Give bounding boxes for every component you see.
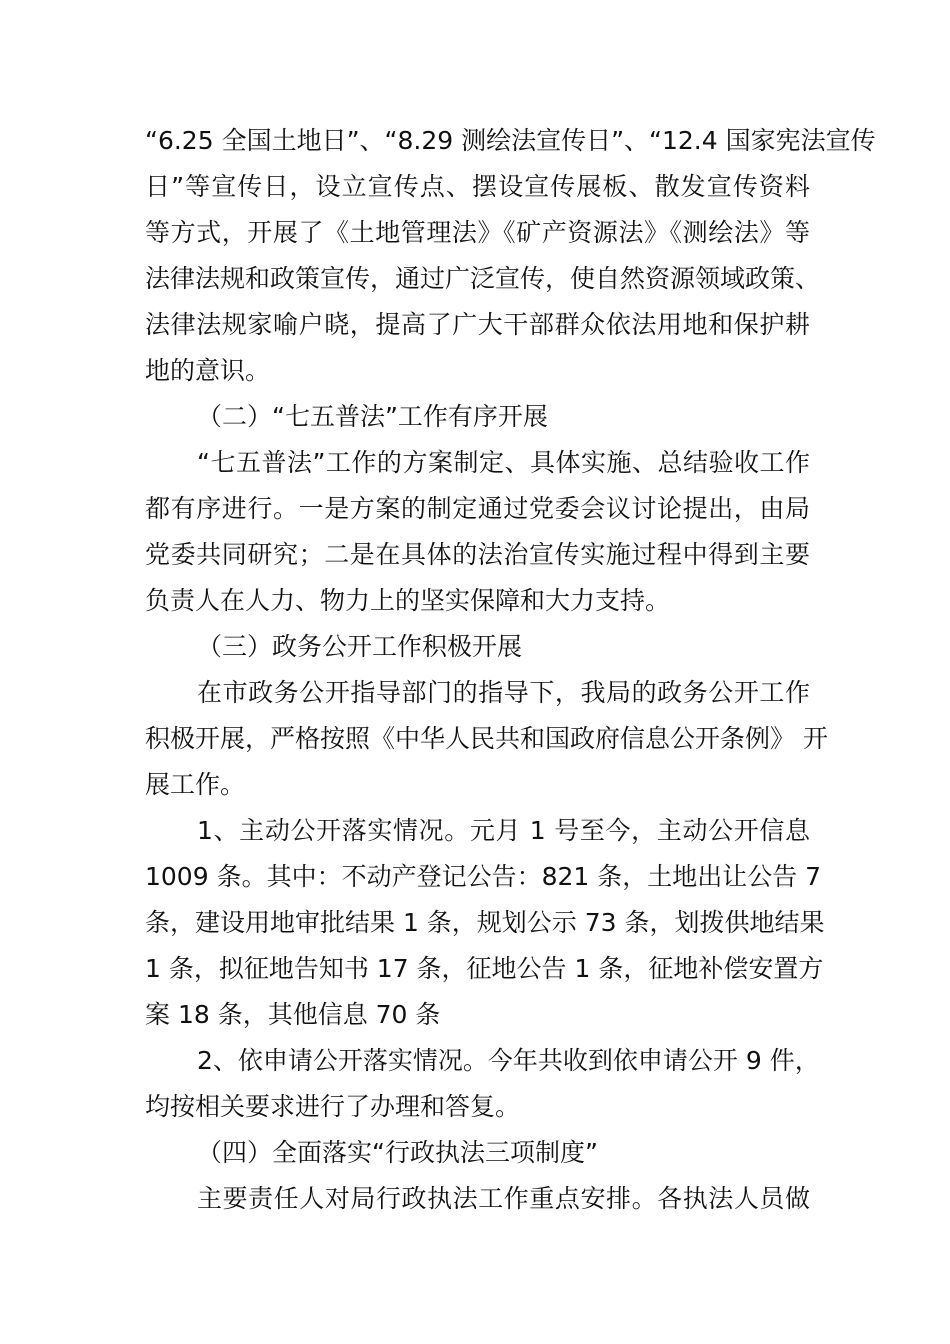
paragraph-line: 展工作。 [145, 770, 246, 799]
paragraph-line: 等方式，开展了《土地管理法》《矿产资源法》《测绘法》等 [145, 218, 810, 247]
paragraph-line: 1 条，拟征地告知书 17 条，征地公告 1 条，征地补偿安置方 [145, 954, 824, 983]
paragraph-line: 负责人在人力、物力上的坚实保障和大力支持。 [145, 586, 671, 615]
section-heading: （四）全面落实“行政执法三项制度” [197, 1138, 598, 1167]
paragraph-line: 党委共同研究；二是在具体的法治宣传实施过程中得到主要 [145, 540, 810, 569]
paragraph-line: 法律法规和政策宣传，通过广泛宣传，使自然资源领域政策、 [145, 264, 821, 293]
paragraph-line: 案 18 条，其他信息 70 条 [145, 1000, 441, 1029]
paragraph-line: 地的意识。 [145, 356, 271, 385]
paragraph-line: “6.25 全国土地日”、“8.29 测绘法宣传日”、“12.4 国家宪法宣传 [145, 126, 876, 155]
paragraph-line: 日”等宣传日，设立宣传点、摆设宣传展板、散发宣传资料 [145, 172, 810, 201]
paragraph-line: 都有序进行。一是方案的制定通过党委会议讨论提出，由局 [145, 494, 810, 523]
section-heading: （三）政务公开工作积极开展 [197, 632, 523, 661]
paragraph-line: 1、主动公开落实情况。元月 1 号至今，主动公开信息 [197, 816, 810, 845]
paragraph-line: “七五普法”工作的方案制定、具体实施、总结验收工作 [197, 448, 810, 477]
paragraph-line: 主要责任人对局行政执法工作重点安排。各执法人员做 [197, 1184, 810, 1213]
paragraph-line: 条，建设用地审批结果 1 条，规划公示 73 条，划拨供地结果 [145, 908, 825, 937]
paragraph-line: 均按相关要求进行了办理和答复。 [145, 1092, 521, 1121]
paragraph-line: 1009 条。其中：不动产登记公告：821 条，土地出让公告 7 [145, 862, 822, 891]
section-heading: （二）“七五普法”工作有序开展 [197, 402, 548, 431]
paragraph-line: 法律法规家喻户晓，提高了广大干部群众依法用地和保护耕 [145, 310, 810, 339]
paragraph-line: 积极开展，严格按照《中华人民共和国政府信息公开条例》 开 [145, 724, 828, 753]
paragraph-line: 2、依申请公开落实情况。今年共收到依申请公开 9 件， [197, 1046, 820, 1075]
paragraph-line: 在市政务公开指导部门的指导下，我局的政务公开工作 [197, 678, 810, 707]
